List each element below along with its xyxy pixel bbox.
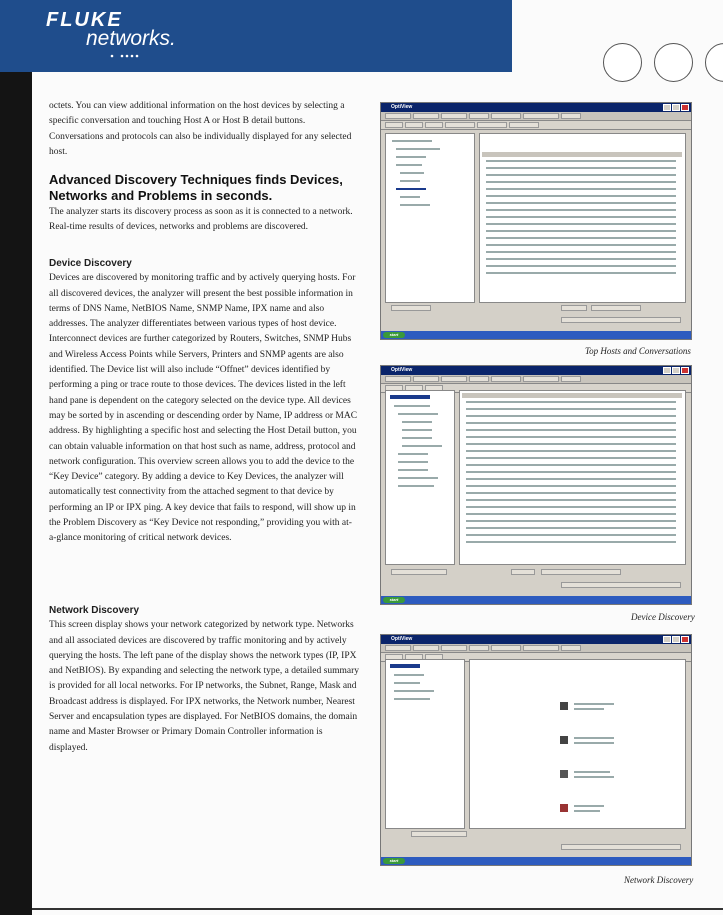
tab-3 xyxy=(441,376,467,382)
subtab-row xyxy=(381,121,691,130)
maximize-icon xyxy=(672,104,680,111)
network-tree-pane xyxy=(385,659,465,829)
network-summary-pane xyxy=(469,659,686,829)
tab-6 xyxy=(523,113,559,119)
intro-paragraph xyxy=(49,99,359,160)
button-left xyxy=(391,569,447,575)
tab-row xyxy=(381,644,691,653)
button-right xyxy=(591,305,641,311)
network-discovery-heading: Network Discovery xyxy=(49,605,140,616)
start-button: start xyxy=(383,332,405,338)
window-titlebar xyxy=(381,366,691,375)
window-title: OptiView xyxy=(391,367,413,373)
header-band xyxy=(0,0,512,72)
tab-4 xyxy=(469,376,489,382)
minimize-icon xyxy=(663,104,671,111)
button-mid xyxy=(511,569,535,575)
tab-6 xyxy=(523,376,559,382)
tab-row xyxy=(381,375,691,384)
tab-7 xyxy=(561,376,581,382)
caption-device-discovery: Device Discovery xyxy=(631,612,695,622)
maximize-icon xyxy=(672,367,680,374)
window-titlebar xyxy=(381,635,691,644)
window-titlebar xyxy=(381,103,691,112)
brand-logo-bottom: networks. xyxy=(86,27,176,50)
subtab-1 xyxy=(385,122,403,128)
toolbar-buttons xyxy=(561,317,681,323)
caption-top-hosts: Top Hosts and Conversations xyxy=(585,346,691,356)
toolbar-buttons xyxy=(561,582,681,588)
taskbar xyxy=(381,331,691,339)
tab-5 xyxy=(491,645,521,651)
network-section xyxy=(49,603,359,756)
device-table-pane xyxy=(459,390,686,565)
button-mid xyxy=(561,305,587,311)
tab-2 xyxy=(413,645,439,651)
start-button: start xyxy=(383,597,405,603)
tab-2 xyxy=(413,113,439,119)
left-edge-bar xyxy=(0,0,32,915)
close-icon xyxy=(681,367,689,374)
binder-hole-2 xyxy=(654,43,693,82)
tab-7 xyxy=(561,645,581,651)
screenshot-device-discovery xyxy=(380,365,692,605)
tab-row xyxy=(381,112,691,121)
taskbar xyxy=(381,857,691,865)
tab-5 xyxy=(491,113,521,119)
binder-hole-3 xyxy=(705,43,723,82)
device-discovery-text: Devices are discovered by monitoring traffic and by actively querying hosts. For all discovered devices, the analyzer will present the best possible information in terms of DNS Name, NetBIOS Name, SNMP Name, IPX name and also addresses. The analyzer differentiates between various types of host device. Interconnect devices are further categorized by Routers, Switches, SNMP Hubs and Wireless Access Points while Servers, Printers and SNMP agents are also identified. The Device list will also include “Offnet” devices identified by performing a ping or trace route to those devices. The devices listed in the left hand pane is dependent on the category selected on the device type. All devices may be sorted by in ascending or descending order by Name, IP address or MAC address. By highlighting a specific host and selecting the Host Detail button, you can obtain valuable information on that host such as name, address, protocol and network configuration. This overview screen allows you to add the device to the “Key Device” category. By adding a device to Key Devices, the analyzer will automatically test connectivity from the attached segment to that device by performing an IP or IPX ping. A key device that fails to respond, will show up in the Problem Discovery as “Key Device not responding,” providing you with at-a-glance monitoring of critical network devices. xyxy=(49,273,358,544)
discovery-paragraph xyxy=(49,205,359,236)
tab-4 xyxy=(469,113,489,119)
subtab-2 xyxy=(405,122,423,128)
tab-7 xyxy=(561,113,581,119)
button-left xyxy=(391,305,431,311)
caption-network-discovery: Network Discovery xyxy=(624,875,694,885)
minimize-icon xyxy=(663,636,671,643)
toolbar-buttons xyxy=(561,844,681,850)
tab-6 xyxy=(523,645,559,651)
tab-2 xyxy=(413,376,439,382)
brand-logo-top: FLUKE xyxy=(46,9,123,31)
network-discovery-text: This screen display shows your network categorized by network type. Networks and all associated devices are discovered by traffic monitoring and by actively querying the hosts. The left pane of the display shows the network types (IP, IPX and NetBIOS). By expanding and selecting the network type, a detailed summary is provided for all local networks. For IP networks, the Subnet, Range, Mask and Broadcast address is displayed. For IPX networks, the Network number, Nearest Server and encapsulation types are displayed. For NetBIOS domains, the domain name and Master Browser or Primary Domain Controller information is displayed. xyxy=(49,620,359,753)
close-icon xyxy=(681,636,689,643)
screenshot-top-hosts xyxy=(380,102,692,340)
minimize-icon xyxy=(663,367,671,374)
intro-text: octets. You can view additional information on the host devices by selecting a specific conversation and touching Host A or Host B detail buttons. Conversations and protocols can also be individually displayed for any selected host. xyxy=(49,101,352,157)
hosts-table-pane xyxy=(479,133,686,303)
device-discovery-heading: Device Discovery xyxy=(49,258,132,269)
button-left xyxy=(411,831,467,837)
section-heading: Advanced Discovery Techniques finds Devices, Networks and Problems in seconds. xyxy=(49,172,343,203)
binder-hole-1 xyxy=(603,43,642,82)
subtab-3 xyxy=(425,122,443,128)
tab-4 xyxy=(469,645,489,651)
logo-dots-icon xyxy=(110,53,150,59)
discovery-intro-text: The analyzer starts its discovery process as soon as it is connected to a network. Real-time results of devices, networks and problems are discovered. xyxy=(49,207,353,233)
tab-3 xyxy=(441,645,467,651)
tab-3 xyxy=(441,113,467,119)
device-section xyxy=(49,256,359,547)
subtab-6 xyxy=(509,122,539,128)
screenshot-network-discovery xyxy=(380,634,692,866)
left-tree-pane xyxy=(385,133,475,303)
subtab-4 xyxy=(445,122,475,128)
close-icon xyxy=(681,104,689,111)
maximize-icon xyxy=(672,636,680,643)
tab-1 xyxy=(385,376,411,382)
taskbar xyxy=(381,596,691,604)
tab-1 xyxy=(385,113,411,119)
device-tree-pane xyxy=(385,390,455,565)
start-button: start xyxy=(383,858,405,864)
tab-1 xyxy=(385,645,411,651)
tab-5 xyxy=(491,376,521,382)
window-title: OptiView xyxy=(391,104,413,110)
button-right xyxy=(541,569,621,575)
bottom-rule xyxy=(32,908,723,910)
window-title: OptiView xyxy=(391,636,413,642)
subtab-5 xyxy=(477,122,507,128)
